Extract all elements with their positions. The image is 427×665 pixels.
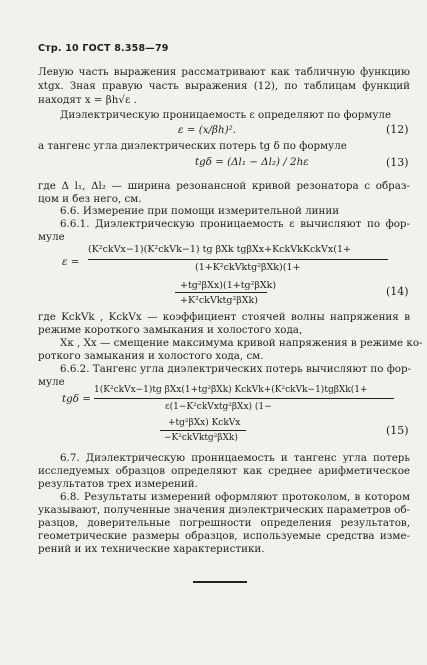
text-line: Диэлектрическую проницаемость ε определяют по формуле [60,109,392,121]
equation-15-numerator: 1(K²ckVx−1)tg βXx(1+tg²βXk) KckVk+(K²ckVk−1)tgβXk(1+ [94,385,368,395]
equation-14-numerator: (K²ckVx−1)(K²ckVk−1) tg βXk tgβXx+KckVkKckVx(1+ [88,244,351,255]
fraction-bar [160,430,246,431]
fraction-bar [94,398,394,399]
equation-14-denominator-cont: +K²ckVktg²βXk) [180,295,258,306]
equation-number: (13) [386,156,409,169]
text-line: 6.7. Диэлектрическую проницаемость и тангенс угла потерь [60,452,410,464]
page-header: Стр. 10 ГОСТ 8.358—79 [38,43,169,54]
text-line: 6.6.1. Диэлектрическую проницаемость ε вычисляют по фор- [60,218,410,230]
fraction-bar [88,259,388,260]
section-heading: 6.6. Измерение при помощи измерительной линии [60,205,340,217]
equation-15-numerator-cont: +tg²βXx) KckVx [168,418,241,428]
text-line: исследуемых образцов определяют как среднее арифметическое [38,465,410,477]
fraction-bar [175,292,267,293]
equation-15-lhs: tgδ = [62,393,91,405]
text-line: цом и без него, см. [38,193,142,205]
text-line: а тангенс угла диэлектрических потерь tg δ по формуле [38,140,347,152]
equation-14-lhs: ε = [62,256,80,268]
equation-14-denominator: (1+K²ckVktg²βXk)(1+ [195,262,301,273]
equation-number: (15) [386,424,409,437]
equation-15-denominator: ε(1−K²ckVxtg²βXx) (1− [165,402,272,412]
equation-12: ε = (x/βh)². [178,124,236,136]
equation-number: (14) [386,285,409,298]
equation-number: (12) [386,123,409,136]
equation-13: tgδ = (Δl₁ − Δl₂) / 2hε [195,156,309,168]
text-line: роткого замыкания и холостого хода, см. [38,350,264,362]
text-line: 6.8. Результаты измерений оформляют протоколом, в котором [60,491,410,503]
text-line: режиме короткого замыкания и холостого хода, [38,324,303,336]
end-divider [193,581,247,583]
text-line: муле [38,231,65,243]
text-line: где KckVk , KckVx — коэффициент стоячей волны напряжения в [38,311,410,323]
equation-14-numerator-cont: +tg²βXx)(1+tg²βXk) [180,280,277,291]
text-line: указывают, полученные значения диэлектрических параметров об- [38,504,410,516]
text-line: геометрические размеры образцов, используемые средства изме- [38,530,410,542]
text-line: 6.6.2. Тангенс угла диэлектрических потерь вычисляют по фор- [60,363,412,375]
text-line: где Δ l₁, Δl₂ — ширина резонансной кривой резонатора с образ- [38,180,410,192]
text-line: находят x = βh√ε . [38,94,137,106]
text-line: xtgx. Зная правую часть выражения (12), по таблицам функций [38,80,410,92]
text-line: Левую часть выражения рассматривают как табличную функцию [38,66,410,78]
text-line: Xк , Xx — смещение максимума кривой напряжения в режиме ко- [60,337,423,349]
text-line: результатов трех измерений. [38,478,198,490]
text-line: рений и их технические характеристики. [38,543,265,555]
equation-15-denominator-cont: −K²ckVktg²βXk) [164,433,238,443]
text-line: муле [38,376,65,388]
text-line: разцов, доверительные погрешности определения результатов, [38,517,410,529]
